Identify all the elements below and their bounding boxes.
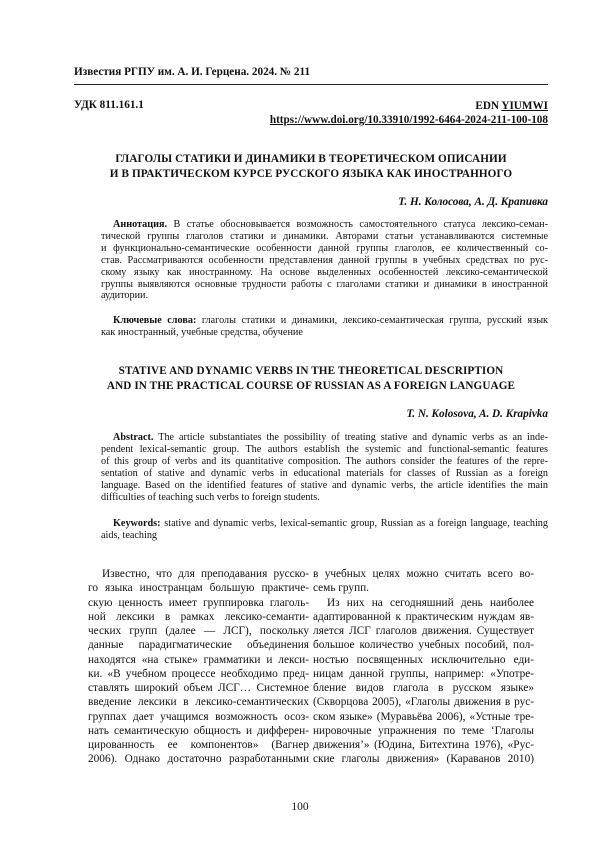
abstract-line: группы выявляются основные трудности работы с глаголами статики и динамики в иностранной (101, 278, 548, 290)
body-line: нировочные упражнения по теме ‘Глаголы (313, 724, 534, 737)
abstract-line: difficulties of teaching such verbs to foreign students. (101, 491, 320, 503)
ru-title-line: ГЛАГОЛЫ СТАТИКИ И ДИНАМИКИ В ТЕОРЕТИЧЕСКОМ ОПИСАНИИ (115, 153, 507, 165)
keywords-line: Ключевые слова: глаголы статики и динамики, лексико-семантическая группа, русский язык (113, 315, 549, 326)
body-line: в учебных целях можно считать всего во- (313, 568, 534, 580)
body-line: данные парадигматические объединения (88, 639, 309, 652)
abstract-line: language. Based on the identified features of stative and dynamic verbs, the article identifies the main (101, 479, 548, 491)
abstract-label: Abstract. (113, 432, 154, 443)
body-line: ческих групп (далее — ЛСГ), поскольку (88, 625, 309, 637)
body-line: введение лексики в лексико-семантических (88, 696, 309, 709)
abstract-line: pendent lexical-semantic group. The authors establish the systemic and functional-semantic features (101, 443, 548, 455)
body-line: 2006). Однако достаточно разработанными (88, 753, 309, 766)
body-line: ском языке» (Муравьёва 2006), «Устные тре- (313, 710, 534, 723)
body-line: ки. «В учебном процессе необходимо пред- (88, 667, 309, 680)
udc-code: УДК 811.161.1 (74, 99, 144, 111)
journal-header: Известия РГПУ им. А. И. Герцена. 2024. № 211 (74, 66, 311, 78)
en-title (74, 364, 548, 394)
body-line: ляется ЛСГ глаголов движения. Существует (313, 625, 534, 637)
abstract-line: Abstract. The article substantiates the possibility of treating stative and dynamic verbs as an inde- (113, 432, 548, 443)
body-line: Известно, что для преподавания русско- (102, 568, 309, 580)
body-line: ной лексики в рамках лексико-семанти- (88, 610, 309, 623)
body-line: скую ценность имеет группировка глаголь- (88, 596, 309, 609)
body-line: нать семантическую общность и дифферен- (88, 724, 309, 737)
keywords-line: aids, teaching (101, 529, 158, 541)
keywords-line: как иностранный, учебные средства, обучение (101, 326, 303, 338)
body-line: (Скворцова 2005), «Глаголы движения в рус- (313, 696, 534, 709)
ru-abstract (101, 219, 548, 302)
edn-label: EDN (475, 100, 502, 112)
ru-title (74, 152, 548, 182)
keywords-line: Keywords: stative and dynamic verbs, lexical-semantic group, Russian as a foreign language, teaching (113, 518, 548, 529)
abstract-line: и функционально-семантические особенности данной группы глаголов, ее количественный со- (101, 242, 548, 254)
body-line: цированность ее компонентов» (Вагнер (88, 739, 309, 751)
body-line: Из них на сегодняшний день наиболее (327, 596, 534, 609)
body-line: большое количество учебных пособий, пол- (313, 639, 534, 652)
body-line: группах дает учащимся возможность осоз- (88, 710, 309, 723)
edn-doi-block (270, 99, 548, 127)
abstract-line: скому языку как иностранному. На основе выделенных особенностей лексико-семантической (101, 266, 548, 278)
body-column-left (88, 567, 309, 767)
en-title-line: STATIVE AND DYNAMIC VERBS IN THE THEORETICAL DESCRIPTION (118, 365, 504, 377)
doi-link[interactable]: https://www.doi.org/10.33910/1992-6464-2024-211-100-108 (269, 114, 548, 126)
edn-code[interactable]: YIUMWI (501, 100, 548, 112)
ru-title-line: И В ПРАКТИЧЕСКОМ КУРСЕ РУССКОГО ЯЗЫКА КАК ИНОСТРАННОГО (109, 168, 513, 180)
body-line: находятся «на стыке» грамматики и лекси- (88, 653, 309, 666)
abstract-line: sentation of stative and dynamic verbs in educational materials for classes of Russian as a foreign (101, 467, 548, 479)
en-keywords (101, 518, 548, 542)
en-authors: T. N. Kolosova, A. D. Krapivka (406, 408, 548, 420)
ru-keywords (101, 315, 548, 339)
body-line: ставлять широкий объем ЛСГ… Системное (88, 682, 309, 694)
body-line: бление видов глагола в русском языке» (313, 682, 534, 694)
en-title-line: AND IN THE PRACTICAL COURSE OF RUSSIAN AS A FOREIGN LANGUAGE (106, 380, 516, 392)
body-line: семь групп. (313, 582, 369, 595)
abstract-line: аудитории. (101, 290, 149, 302)
keywords-label: Ключевые слова: (113, 315, 197, 326)
body-line: движения’» (Юдина, Битехтина 1976), «Рус- (313, 739, 534, 751)
abstract-line: Аннотация. В статье обосновывается возможность самостоятельного статуса лексико-семан- (113, 219, 548, 230)
ru-authors: Т. Н. Колосова, А. Д. Крапивка (398, 196, 548, 208)
keywords-label: Keywords: (113, 518, 161, 529)
abstract-line: of this group of verbs and its quantitative composition. The authors consider the features of the repre- (101, 455, 548, 467)
body-line: адаптированной к практическим нуждам яв- (313, 610, 534, 623)
page-number: 100 (291, 801, 309, 813)
en-abstract (101, 432, 548, 503)
abstract-line: став. Рассматриваются особенности представления данной группы в учебных средствах по рус- (101, 254, 548, 266)
body-line: ские глаголы движения» (Караванов 2010) (313, 753, 534, 766)
abstract-label: Аннотация. (113, 219, 168, 230)
body-column-right (313, 567, 534, 767)
body-line: ностью посвященных исключительно еди- (313, 653, 534, 666)
abstract-line: тической группы глаголов статики и динамики. Авторами статьи устанавливаются системные (101, 230, 548, 242)
body-line: ницам данной группы, например: «Употре- (313, 667, 534, 680)
header-divider (74, 84, 548, 85)
body-line: го языка иностранцам большую практиче- (88, 582, 309, 595)
